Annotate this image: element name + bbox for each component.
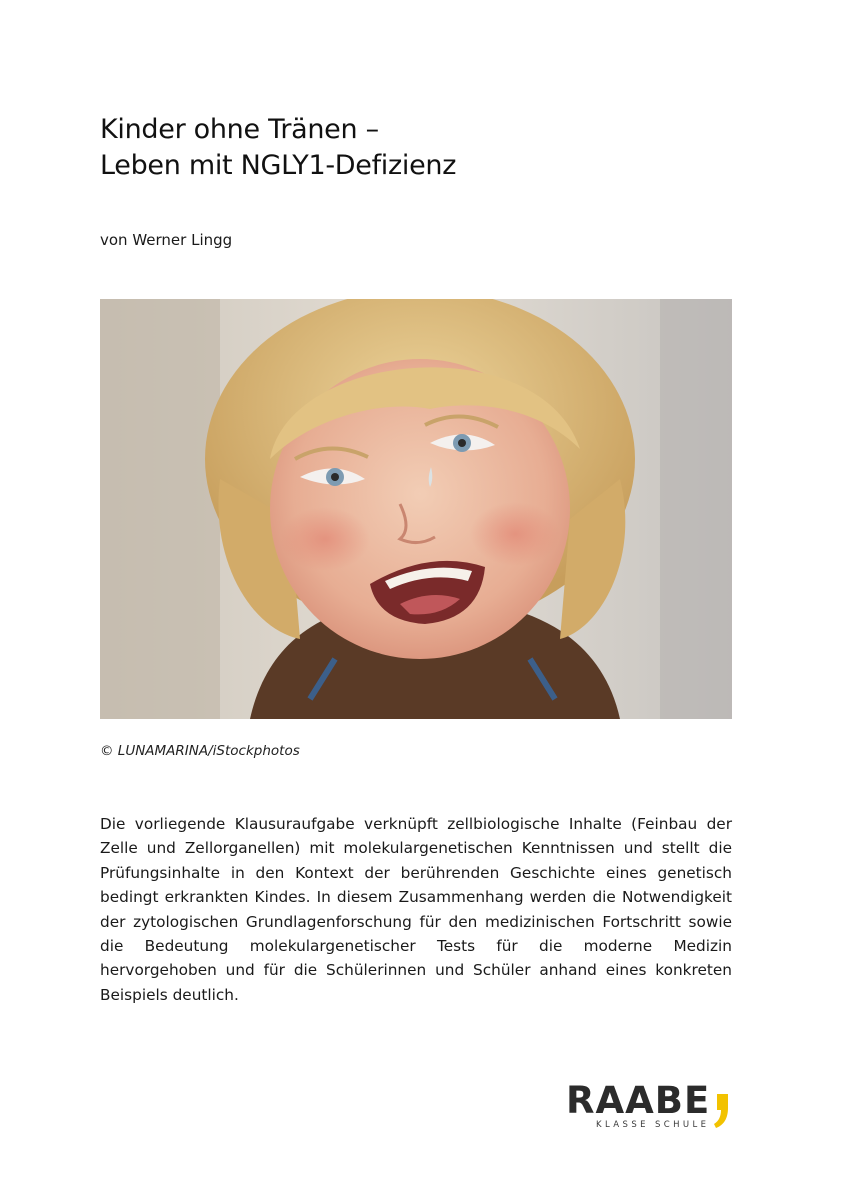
logo-wordmark: RAABE	[566, 1079, 711, 1122]
document-title	[100, 112, 740, 184]
logo-tagline: KLASSE SCHULE	[596, 1120, 710, 1130]
author-line: von Werner Lingg	[100, 231, 233, 249]
intro-paragraph: Die vorliegende Klausuraufgabe verknüpft zellbiologische Inhalte (Feinbau der Zelle und Zellorganellen) mit molekulargenetischen Kenntnissen und stellt die Prüfungsinhalte in den Kontext der berührenden Geschichte eines genetisch bedingt erkrankten Kindes. In diesem Zusammenhang werden die Notwendigkeit der zytologischen Grundlagenforschung für den medizinischen Fortschritt sowie die Bedeutung molekulargenetischer Tests für die moderne Medizin hervorgehoben und für die Schülerinnen und Schüler anhand eines konkreten Beispiels deutlich.	[100, 815, 732, 1004]
raabe-logo	[566, 1080, 736, 1136]
logo-comma-icon	[714, 1094, 730, 1128]
cover-photo	[100, 299, 732, 719]
photo-credit: © LUNAMARINA/iStockphotos	[100, 743, 300, 759]
crying-child-illustration	[100, 299, 732, 719]
title-line-2: Leben mit NGLY1-Defizienz	[100, 150, 457, 181]
title-line-1: Kinder ohne Tränen –	[100, 114, 379, 145]
